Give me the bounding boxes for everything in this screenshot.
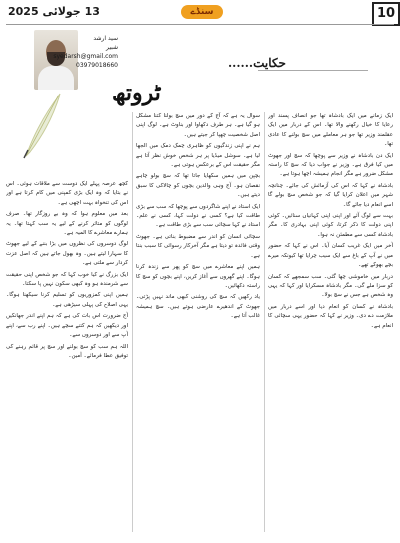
paragraph: بادشاہ نے کسان کو انعام دیا اور اسے دربار میں ملازمت دے دی۔ وزیر نے کہا کہ حضور یہی سچائی کا انعام ہے۔	[268, 303, 393, 329]
author-byline	[53, 34, 118, 70]
paragraph: لوگ دوسروں کی نظروں میں بڑا بننے کے لیے جھوٹ کا سہارا لیتے ہیں۔ وہ بھول جاتے ہیں کہ اصل عزت کردار سے ملتی ہے۔	[6, 241, 128, 267]
column-divider	[132, 112, 133, 532]
paragraph: ایک زمانے میں ایک بادشاہ تھا جو انصاف پسند اور رعایا کا خیال رکھنے والا تھا۔ اس کے دربار میں ایک عقلمند وزیر تھا جو ہر معاملے میں سچ بولنے کا عادی تھا۔	[268, 113, 393, 148]
paragraph: آج ضرورت اس بات کی ہے کہ ہم اپنے اندر جھانکیں اور دیکھیں کہ ہم کتنے سچے ہیں۔ اپنے رب سے، اپنے آپ سے اور دوسروں سے۔	[6, 313, 128, 339]
author-email: syedarsh@gmail.com	[53, 53, 118, 60]
article-column-left	[6, 180, 128, 537]
column-divider	[264, 112, 265, 532]
article-headline: ٹروتھ	[112, 80, 161, 106]
article-column-middle	[136, 112, 260, 537]
issue-date: 13 جولائی 2025	[8, 5, 100, 18]
paragraph: ایک دن بادشاہ نے وزیر سے پوچھا کہ سچ اور جھوٹ میں کیا فرق ہے۔ وزیر نے جواب دیا کہ سچ کا راستہ مشکل ضرور ہے مگر انجام ہمیشہ اچھا ہوتا ہے۔	[268, 152, 393, 178]
section-label: حکایت......	[228, 56, 286, 70]
paragraph: سچائی انسان کو اندر سے مضبوط بناتی ہے۔ جھوٹ وقتی فائدہ تو دیتا ہے مگر آخرکار رسوائی کا سبب بنتا ہے۔	[136, 233, 260, 259]
section-underline	[258, 70, 368, 71]
paragraph: یاد رکھیں کہ سچ کی روشنی کبھی ماند نہیں پڑتی۔ جھوٹ کے اندھیرے عارضی ہوتے ہیں۔ سچ ہمیشہ غالب آتا ہے۔	[136, 294, 260, 320]
paragraph: اللہ ہم سب کو سچ بولنے اور سچ پر قائم رہنے کی توفیق عطا فرمائے۔ آمین۔	[6, 343, 128, 359]
page-number: 10	[372, 2, 400, 26]
paragraph: سوال یہ ہے کہ آج کے دور میں سچ بولنا کتنا مشکل ہو گیا ہے۔ ہر طرف دکھاوا اور بناوٹ ہے۔ لوگ اپنی اصل شخصیت چھپا کر جیتے ہیں۔	[136, 113, 260, 138]
author-name: سید ارشد شبیر	[93, 35, 118, 51]
quill-pen-icon	[20, 90, 64, 160]
paragraph: کچھ عرصہ پہلے ایک دوست سے ملاقات ہوئی۔ اس نے بتایا کہ وہ ایک بڑی کمپنی میں کام کرتا ہے اور اس کی تنخواہ بہت اچھی ہے۔	[6, 181, 128, 206]
publication-logo: سنڈے	[181, 5, 223, 19]
paragraph: بعد میں معلوم ہوا کہ وہ بے روزگار تھا۔ صرف لوگوں کو متاثر کرنے کے لیے یہ سب کہتا تھا۔ یہ ہمارے معاشرے کا المیہ ہے۔	[6, 211, 128, 237]
author-phone: 03979018660	[76, 62, 118, 69]
paragraph: ہمیں اپنے معاشرے میں سچ کو پھر سے زندہ کرنا ہوگا۔ اپنے گھروں سے آغاز کریں، اپنے بچوں کو سچ کا راستہ دکھائیں۔	[136, 264, 260, 289]
paragraph: بہت سے لوگ آئے اور اپنی اپنی کہانیاں سنائیں۔ کوئی اپنی دولت کا ذکر کرتا، کوئی اپنی بہادری کا۔ مگر بادشاہ کسی سے مطمئن نہ ہوا۔	[268, 213, 393, 238]
paragraph: آخر میں ایک غریب کسان آیا۔ اس نے کہا کہ حضور میں نے آپ کے باغ سے ایک سیب چرایا تھا کیونکہ میرے بچے بھوکے تھے۔	[268, 243, 393, 269]
paragraph: دربار میں خاموشی چھا گئی۔ سب سمجھے کہ کسان کو سزا ملے گی۔ مگر بادشاہ مسکرایا اور کہا کہ یہی وہ شخص ہے جس نے سچ بولا۔	[268, 273, 393, 299]
header-rule	[6, 24, 394, 25]
paragraph: ہم نے اپنی زندگیوں کو ظاہری چمک دمک میں الجھا لیا ہے۔ سوشل میڈیا پر ہر شخص خوش نظر آتا ہے مگر حقیقت اس کے برعکس ہوتی ہے۔	[136, 143, 260, 169]
paragraph: ایک بزرگ نے کیا خوب کہا کہ جو شخص اپنی حقیقت سے شرمندہ ہو وہ کبھی سکون نہیں پا سکتا۔	[6, 271, 128, 288]
article-column-right	[268, 112, 393, 537]
paragraph: بادشاہ نے کہا کہ اس کی آزمائش کی جائے۔ چنانچہ شہر میں اعلان کرایا گیا کہ جو شخص سچ بولے گا اسے انعام دیا جائے گا۔	[268, 182, 393, 208]
paragraph: ایک استاد نے اپنے شاگردوں سے پوچھا کہ سب سے بڑی طاقت کیا ہے؟ کسی نے دولت کہا، کسی نے علم۔ استاد نے کہا سچائی سب سے بڑی طاقت ہے۔	[136, 203, 260, 229]
page-header	[0, 0, 400, 26]
paragraph: بچپن میں ہمیں سکھایا جاتا تھا کہ سچ بولو چاہے نقصان ہو۔ آج وہی والدین بچوں کو چالاکی کا سبق دیتے ہیں۔	[136, 173, 260, 199]
paragraph: ہمیں اپنی کمزوریوں کو تسلیم کرنا سیکھنا ہوگا۔ یہی اصلاح کی پہلی سیڑھی ہے۔	[6, 292, 128, 308]
